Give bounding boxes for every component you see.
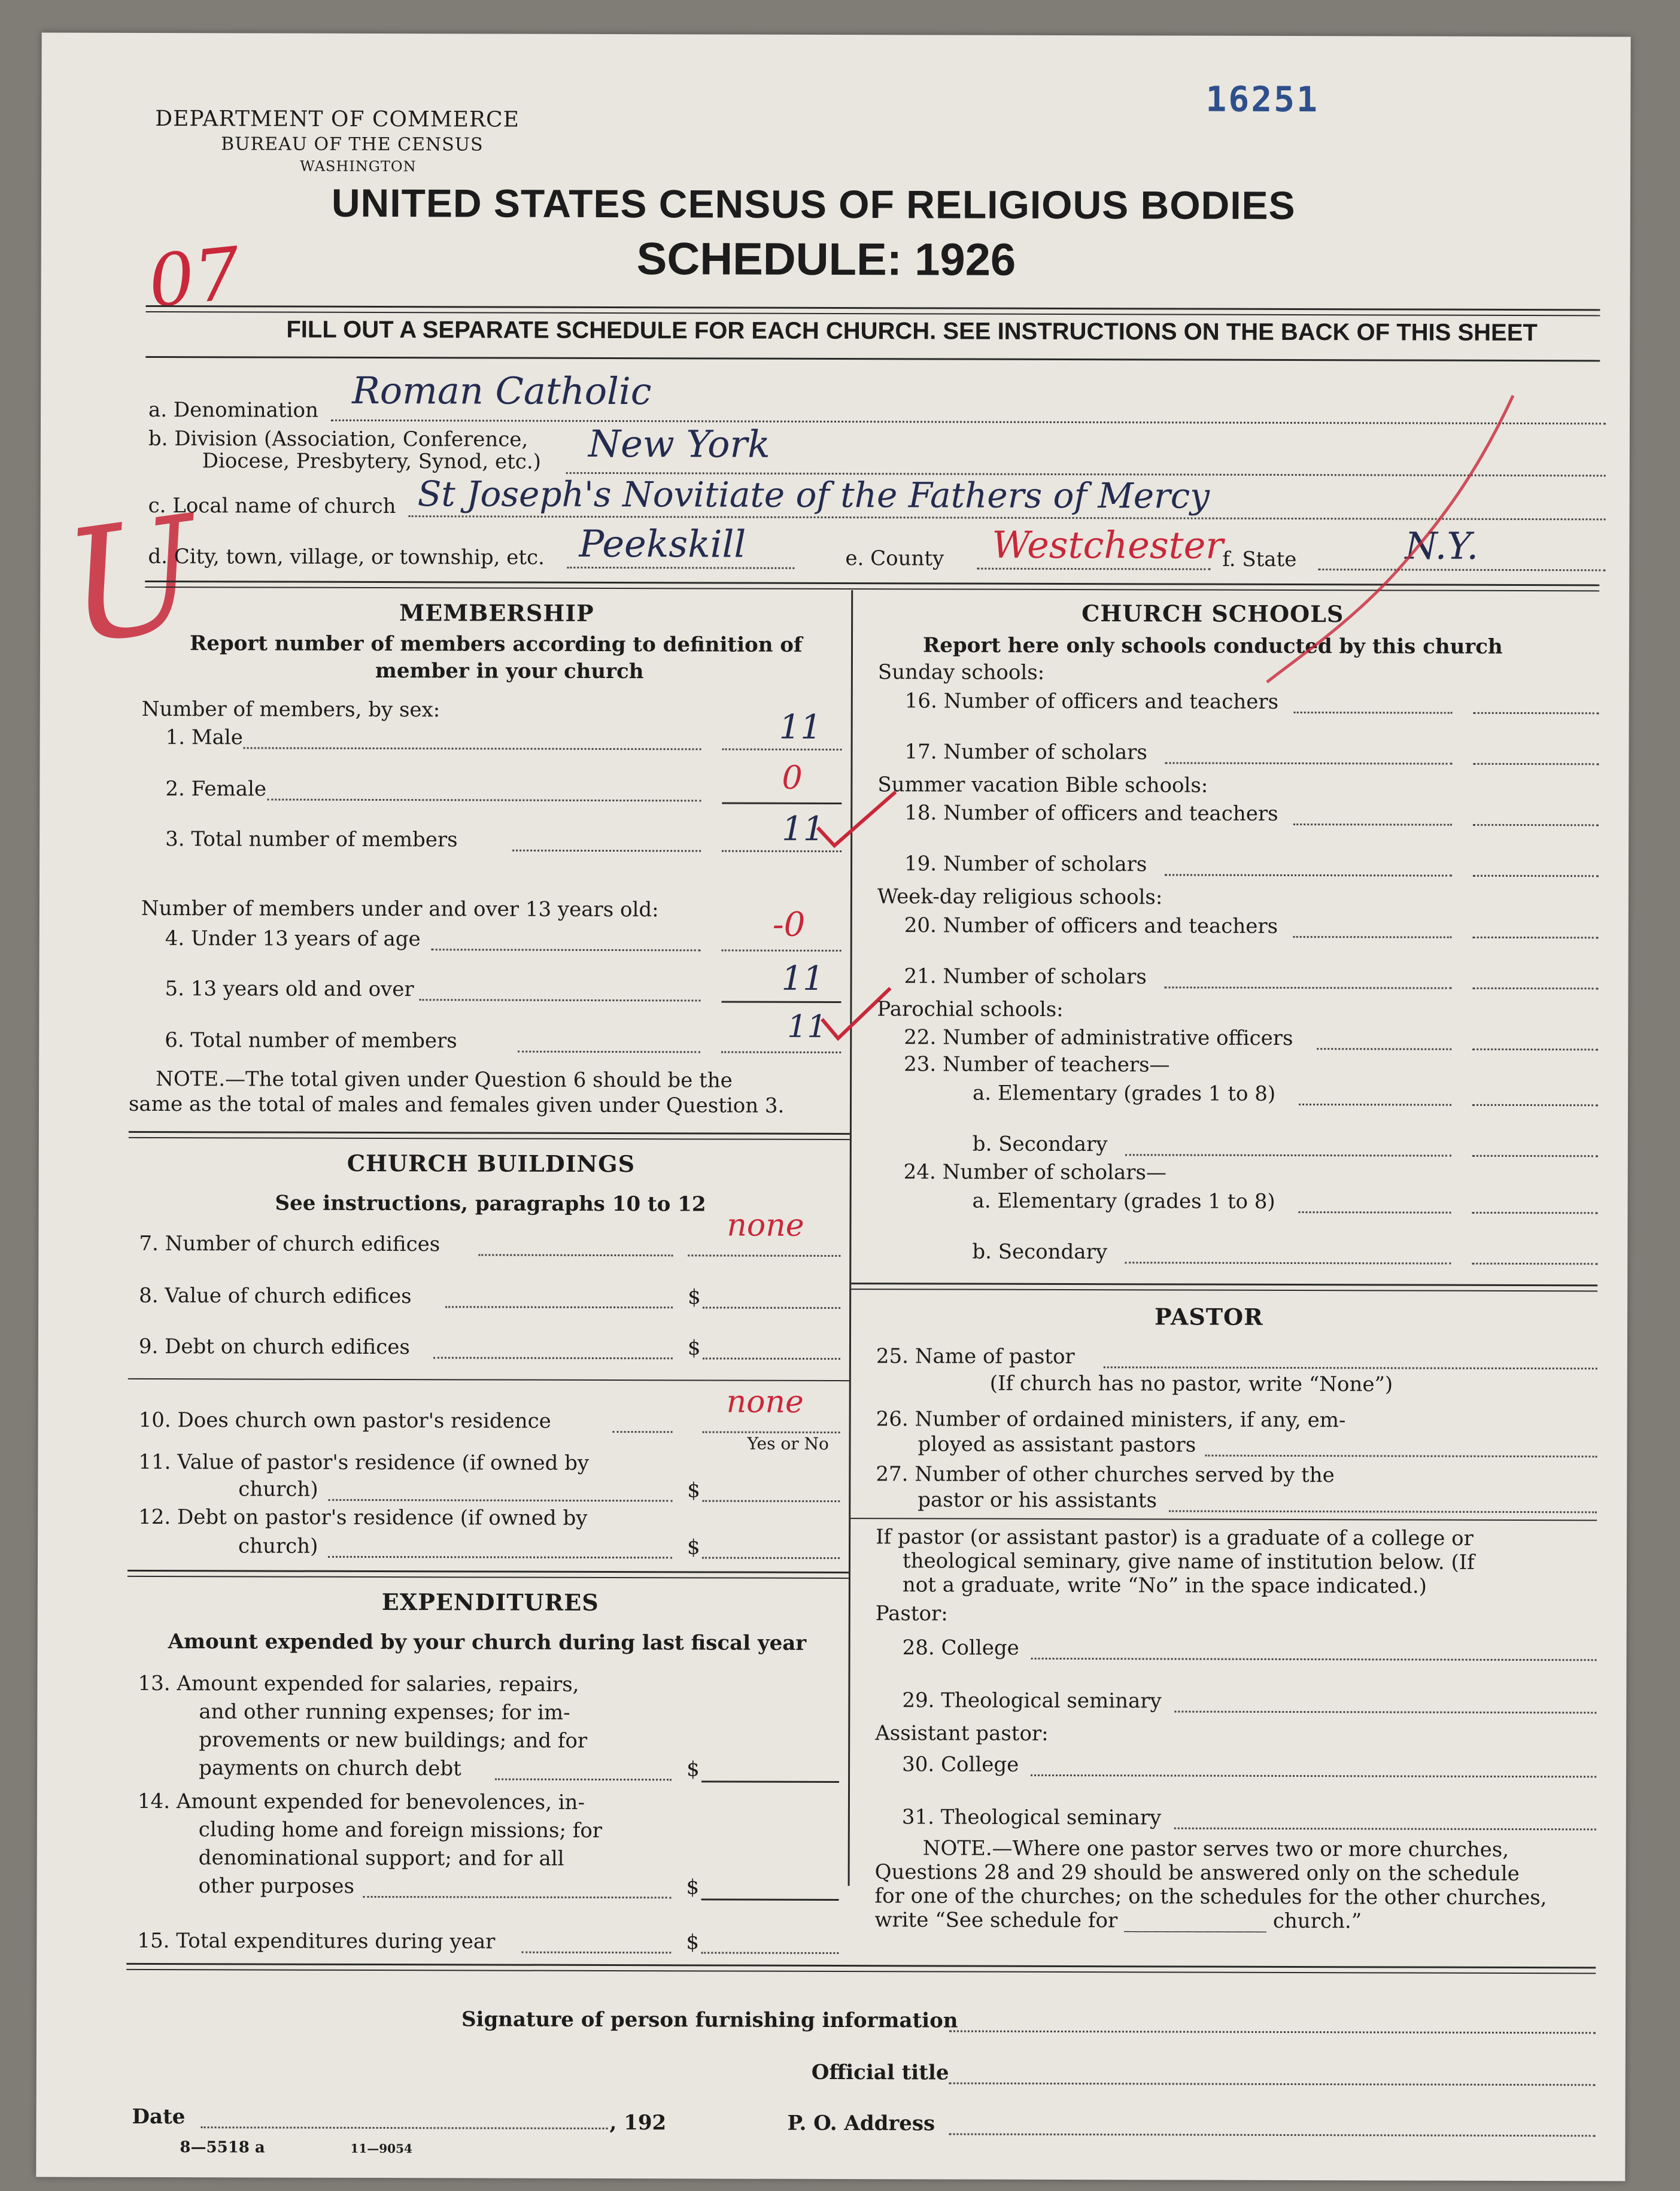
schools-rule-2 [851,1289,1597,1291]
membership-note-1: NOTE.—The total given under Question 6 should be the [156,1067,733,1093]
header-rule-top-2 [145,311,1600,316]
buildings-rule-2 [127,1576,849,1579]
q1-value[interactable]: 11 [779,707,822,747]
membership-note-2: same as the total of males and females given under Question 3. [128,1092,785,1118]
q23b-answer-line [1472,1155,1598,1157]
county-label: e. County [845,546,944,571]
q12-label-1: 12. Debt on pastor's residence (if owned by [138,1505,588,1530]
q1-answer-line [722,749,842,751]
denomination-value[interactable]: Roman Catholic [352,368,652,414]
q11-dollar: $ [687,1478,701,1503]
q4-dots [432,949,701,951]
church-name-value[interactable]: St Joseph's Novitiate of the Fathers of Mercy [417,473,1210,516]
column-divider [848,590,853,1886]
header-rule-bottom [145,356,1600,361]
q10-hint: Yes or No [747,1433,829,1454]
q2-label: 2. Female [165,777,267,801]
buildings-mid-rule [128,1378,849,1381]
q21-dots [1165,986,1452,989]
q14-line-2: cluding home and foreign missions; for [198,1818,603,1843]
q15-answer-line [701,1952,839,1954]
q4-answer-line [722,950,841,952]
q23-label: 23. Number of teachers— [904,1052,1170,1077]
q6-label: 6. Total number of members [165,1028,457,1053]
grad-note-2: theological seminary, give name of institution below. (If [902,1549,1475,1575]
q23a-answer-line [1472,1104,1598,1107]
q19-label: 19. Number of scholars [904,852,1147,877]
q25-answer-line [1104,1366,1597,1369]
q4-label: 4. Under 13 years of age [165,926,421,952]
red-mark-u: U [55,482,211,680]
city-label: WASHINGTON [300,157,417,175]
q16-answer-line [1474,712,1599,715]
q23a-label: a. Elementary (grades 1 to 8) [973,1081,1276,1106]
membership-rule [129,1131,850,1135]
pastor-note-4: write “See schedule for ______________ church.” [874,1908,1362,1934]
schools-rule [851,1283,1597,1286]
q27-label-1: 27. Number of other churches served by the [876,1462,1335,1488]
q24a-dots [1299,1211,1451,1214]
q24-label: 24. Number of scholars— [903,1160,1167,1185]
official-title-line[interactable] [949,2083,1596,2086]
q7-value[interactable]: none [727,1207,804,1244]
membership-heading: MEMBERSHIP [399,599,594,627]
q1-label: 1. Male [165,725,243,750]
signature-line[interactable] [949,2031,1596,2034]
q26-answer-line [1205,1455,1597,1458]
q13-line-3: provements or new buildings; and for [199,1728,588,1753]
sunday-schools-label: Sunday schools: [877,660,1045,685]
q5-label: 5. 13 years old and over [165,977,414,1002]
q9-dots [433,1357,673,1359]
q26-label-2: ployed as assistant pastors [918,1432,1196,1457]
q4-value[interactable]: -0 [772,905,806,944]
county-line [977,568,1210,570]
q12-dots [328,1556,672,1559]
q30-answer-line [1031,1774,1596,1777]
q22-label: 22. Number of administrative officers [904,1025,1293,1051]
grad-note-3: not a graduate, write “No” in the space indicated.) [902,1573,1427,1599]
state-label: f. State [1222,547,1297,572]
q29-answer-line [1174,1710,1596,1713]
q25-label: 25. Name of pastor [876,1344,1075,1369]
assistant-pastor-label: Assistant pastor: [875,1721,1049,1746]
q7-dots [478,1254,673,1256]
q14-answer-line [701,1898,839,1901]
pastor-rule [850,1518,1597,1521]
q17-label: 17. Number of scholars [904,740,1147,765]
bottom-rule [126,1963,1596,1968]
members-by-age-label: Number of members under and over 13 years old: [141,896,659,922]
q11-dots [328,1499,672,1502]
q8-answer-line [703,1306,840,1309]
q20-label: 20. Number of officers and teachers [904,913,1278,938]
q3-dots [512,850,701,852]
buildings-rule [127,1570,849,1573]
date-label: Date [132,2104,186,2129]
date-line[interactable] [201,2126,608,2129]
q22-dots [1317,1048,1451,1050]
q24b-answer-line [1472,1263,1597,1265]
q23a-dots [1299,1104,1451,1106]
q7-answer-line [688,1254,840,1257]
summer-schools-label: Summer vacation Bible schools: [877,773,1208,798]
q14-dots [363,1896,672,1898]
q19-answer-line [1473,875,1599,877]
division-label-2: Diocese, Presbytery, Synod, etc.) [202,449,541,474]
q18-dots [1293,823,1452,826]
q24b-dots [1125,1262,1451,1264]
city-label: d. City, town, village, or township, etc. [148,544,545,570]
q13-line-2: and other running expenses; for im- [199,1700,570,1725]
pastor-note-2: Questions 28 and 29 should be answered only on the schedule [874,1860,1520,1886]
serial-number: 16251 [1205,78,1320,120]
q18-answer-line [1473,824,1599,826]
weekday-schools-label: Week-day religious schools: [877,885,1163,910]
q14-line-4: other purposes [198,1874,355,1898]
q17-dots [1165,762,1453,764]
q23b-label: b. Secondary [972,1132,1108,1157]
q10-dots [613,1431,673,1433]
red-mark-07: 07 [144,232,245,324]
q14-line-1: 14. Amount expended for benevolences, in- [137,1789,585,1815]
q11-label-1: 11. Value of pastor's residence (if owned by [138,1449,590,1475]
q24a-label: a. Elementary (grades 1 to 8) [972,1189,1275,1214]
census-form-sheet [36,33,1630,2181]
q17-answer-line [1474,763,1599,765]
q19-dots [1165,874,1452,876]
q15-dots [521,1952,671,1954]
q31-label: 31. Theological seminary [901,1805,1162,1830]
q9-answer-line [703,1357,840,1360]
q3-value[interactable]: 11 [782,809,825,849]
schedule-year: SCHEDULE: 1926 [636,233,1016,285]
church-name-label: c. Local name of church [148,493,396,519]
grad-note-1: If pastor (or assistant pastor) is a graduate of a college or [876,1525,1474,1551]
q26-label-1: 26. Number of ordained ministers, if any, em- [876,1407,1346,1433]
signature-label: Signature of person furnishing information [461,2007,958,2033]
q8-dollar: $ [688,1285,701,1309]
q6-dots [518,1051,700,1053]
membership-sub-1: Report number of members according to definition of [189,631,803,657]
schools-sub: Report here only schools conducted by this church [922,633,1503,659]
q16-label: 16. Number of officers and teachers [904,689,1279,714]
q21-answer-line [1473,987,1599,990]
q24a-answer-line [1472,1212,1598,1214]
pastor-note-3: for one of the churches; on the schedules for the other churches, [874,1884,1547,1910]
division-label-1: b. Division (Association, Conference, [148,426,528,452]
q9-label: 9. Debt on church edifices [138,1334,410,1360]
q13-line-1: 13. Amount expended for salaries, repairs, [138,1671,579,1697]
print-number: 11—9054 [350,2141,412,2156]
buildings-sub: See instructions, paragraphs 10 to 12 [275,1191,706,1217]
q12-dollar: $ [687,1535,700,1560]
q21-label: 21. Number of scholars [904,964,1147,989]
q2-value[interactable]: 0 [782,758,803,797]
department-label: DEPARTMENT OF COMMERCE [155,107,520,132]
official-title-label: Official title [811,2060,949,2085]
q27-answer-line [1169,1510,1597,1513]
year-label: , 192 [609,2111,667,2135]
buildings-heading: CHURCH BUILDINGS [347,1149,636,1178]
q11-answer-line [702,1500,840,1502]
q8-dots [445,1306,673,1308]
division-value[interactable]: New York [588,421,770,466]
q28-label: 28. College [902,1636,1019,1660]
q23b-dots [1125,1154,1451,1156]
q7-label: 7. Number of church edifices [139,1231,440,1257]
q29-label: 29. Theological seminary [902,1688,1162,1713]
expenditures-heading: EXPENDITURES [381,1588,599,1616]
q12-answer-line [702,1557,840,1559]
expenditures-sub: Amount expended by your church during last fiscal year [168,1630,807,1655]
q20-dots [1293,936,1452,938]
q13-answer-line [701,1780,839,1783]
q8-label: 8. Value of church edifices [139,1283,412,1309]
denomination-label: a. Denomination [148,397,318,423]
q3-label: 3. Total number of members [165,827,458,852]
q1-dots [244,747,701,750]
q31-answer-line [1174,1827,1596,1830]
po-address-label: P. O. Address [787,2111,935,2136]
pastor-sub-label: Pastor: [875,1602,948,1626]
red-pen-stroke [1261,389,1525,689]
pastor-note-1: NOTE.—Where one pastor serves two or more churches, [922,1836,1509,1862]
pastor-heading: PASTOR [1155,1303,1263,1330]
po-address-line[interactable] [949,2134,1596,2137]
q30-label: 30. College [902,1752,1019,1777]
q6-value[interactable]: 11 [787,1008,827,1045]
form-title: UNITED STATES CENSUS OF RELIGIOUS BODIES [331,180,1296,228]
q10-label: 10. Does church own pastor's residence [138,1408,551,1433]
instruction-line: FILL OUT A SEPARATE SCHEDULE FOR EACH CHURCH. SEE INSTRUCTIONS ON THE BACK OF THIS SHEET [286,316,1538,347]
q25-hint: (If church has no pastor, write “None”) [989,1371,1393,1397]
q28-answer-line [1031,1658,1597,1661]
q2-dots [267,799,701,802]
bottom-rule-2 [126,1969,1596,1974]
q5-value[interactable]: 11 [781,959,824,998]
q18-label: 18. Number of officers and teachers [904,801,1278,826]
q14-line-3: denominational support; and for all [198,1846,564,1871]
q11-label-2: church) [238,1477,318,1502]
q14-dollar: $ [686,1875,700,1900]
city-value[interactable]: Peekskill [579,521,746,566]
q15-dollar: $ [686,1930,700,1955]
county-value[interactable]: Westchester [992,522,1224,567]
q5-dots [419,999,700,1001]
q13-dollar: $ [686,1757,700,1782]
q20-answer-line [1473,937,1599,939]
q13-dots [495,1779,672,1781]
schools-heading: CHURCH SCHOOLS [1081,600,1344,628]
q12-label-2: church) [238,1534,318,1558]
q27-label-2: pastor or his assistants [918,1488,1158,1513]
q6-answer-line [721,1052,841,1054]
membership-rule-2 [129,1137,850,1140]
q15-label: 15. Total expenditures during year [137,1928,496,1954]
bureau-label: BUREAU OF THE CENSUS [221,133,484,156]
city-line [567,567,794,569]
q10-value[interactable]: none [726,1384,804,1420]
q16-dots [1294,712,1453,714]
form-number: 8—5518 a [180,2138,265,2157]
parochial-schools-label: Parochial schools: [877,997,1064,1022]
q22-answer-line [1472,1049,1598,1051]
q9-dollar: $ [687,1336,701,1360]
membership-sub-2: member in your church [375,658,644,684]
state-value[interactable]: N.Y. [1405,524,1479,568]
header-rule-top [145,305,1600,311]
members-by-sex-label: Number of members, by sex: [141,697,440,722]
q10-answer-line [703,1431,840,1433]
q13-line-4: payments on church debt [199,1756,461,1781]
q24b-label: b. Secondary [972,1239,1108,1265]
